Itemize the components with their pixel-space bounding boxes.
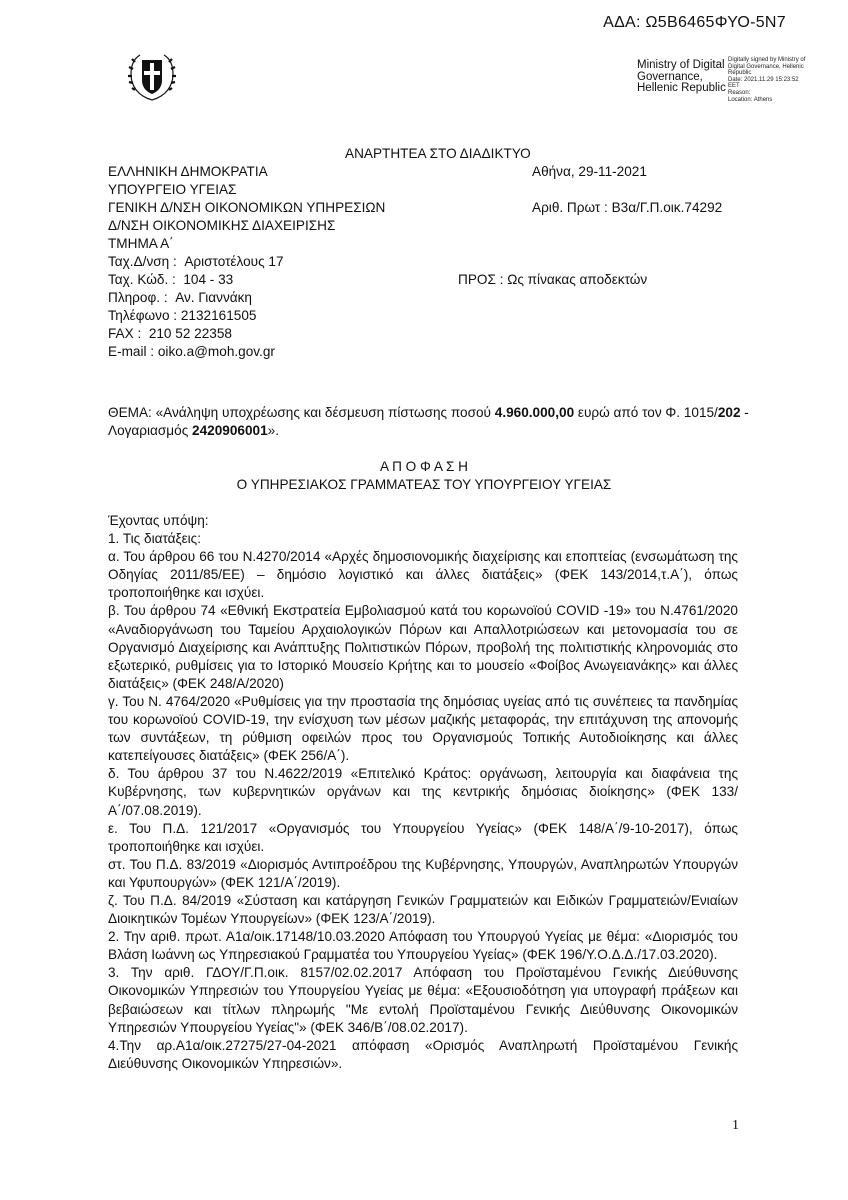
posting-note: ΑΝΑΡΤΗΤΕΑ ΣΤΟ ΔΙΑΔΙΚΤΥΟ — [345, 146, 531, 161]
paragraph: β. Του άρθρου 74 «Εθνική Εκστρατεία Εμβολιασμού κατά του κορωνοϊού COVID -19» του Ν.4761/2020 «Αναδιοργάνωση του Ταμείου Αρχαιολογικών Πόρων και Απαλλοτριώσεων και μετονομασία του σε Οργανισμό Διαχείρισης και Ανάπτυξης Πολιτιστικών Πόρων, προβολή της πολιτιστικής κληρονομιάς στο εξωτερικό, ρυθμίσεις για το Ιστορικό Μουσείο Κρήτης και το μουσείο «Φοίβος Ανωγειανάκης» και άλλες διατάξεις» (ΦΕΚ 248/Α/2020) — [108, 603, 738, 691]
header-line: ΤΜΗΜΑ Α΄ — [108, 236, 174, 251]
contact-row: Τηλέφωνο : 2132161505 — [108, 308, 257, 323]
paragraph: 4.Την αρ.Α1α/οικ.27275/27-04-2021 απόφαση «Ορισμός Αναπληρωτή Προϊσταμένου Γενικής Διεύθυνσης Οικονομικών Υπηρεσιών». — [108, 1037, 738, 1071]
protocol-number: Αριθ. Πρωτ : Β3α/Γ.Π.οικ.74292 — [532, 200, 723, 215]
header-line: Δ/ΝΣΗ ΟΙΚΟΝΟΜΙΚΗΣ ΔΙΑΧΕΙΡΙΣΗΣ — [108, 218, 336, 233]
signature-organization: Ministry of Digital Governance, Hellenic Republic — [637, 59, 726, 94]
contact-row: Ταχ.Δ/νση : Αριστοτέλους 17 — [108, 254, 284, 269]
paragraph: δ. Του άρθρου 37 του Ν.4622/2019 «Επιτελικό Κράτος: οργάνωση, λειτουργία και διαφάνεια της Κυβέρνησης, των κυβερνητικών οργάνων και της κεντρικής δημόσιας διοίκησης» (ΦΕΚ 133/Α΄/07.08.2019). — [108, 766, 738, 818]
paragraph: α. Του άρθρου 66 του Ν.4270/2014 «Αρχές δημοσιονομικής διαχείρισης και εποπτείας (ενσωμάτωση της Οδηγίας 2011/85/ΕΕ) – δημόσιο λογιστικό και άλλες διατάξεις» (ΦΕΚ 143/2014,τ.Α΄), όπως τροποποιήθηκε και ισχύει. — [108, 549, 738, 601]
recipient: ΠΡΟΣ : Ως πίνακας αποδεκτών — [458, 272, 648, 287]
header-line: ΓΕΝΙΚΗ Δ/ΝΣΗ ΟΙΚΟΝΟΜΙΚΩΝ ΥΠΗΡΕΣΙΩΝ — [108, 200, 386, 215]
contact-row: Ταχ. Κώδ. : 104 - 33 — [108, 272, 234, 287]
paragraph: γ. Του Ν. 4764/2020 «Ρυθμίσεις για την προστασία της δημόσιας υγείας από τις συνέπειες τα πανδημίας του κορωνοϊού COVID-19, την ενίσχυση των μέσων μαζικής μεταφοράς, την επιτάχυνση της απονομής των συντάξεων, τη ρύθμιση οφειλών προς του Οργανισμούς Τοπικής Αυτοδιοίκησης και άλλες κατεπείγουσες διατάξεις» (ΦΕΚ 256/Α΄). — [108, 693, 738, 764]
decision-body — [108, 512, 738, 1073]
contact-row: Πληροφ. : Αν. Γιαννάκη — [108, 290, 252, 305]
page-number: 1 — [732, 1118, 739, 1133]
hellenic-republic-emblem-icon — [126, 50, 178, 102]
paragraph: 1. Τις διατάξεις: — [108, 531, 201, 547]
paragraph: ε. Του Π.Δ. 121/2017 «Οργανισμός του Υπουργείου Υγείας» (ΦΕΚ 148/Α΄/9-10-2017), όπως τροποποιήθηκε και ισχύει. — [108, 820, 738, 854]
paragraph: 3. Την αριθ. ΓΔΟΥ/Γ.Π.οικ. 8157/02.02.2017 Απόφαση του Προϊσταμένου Γενικής Διεύθυνσης Οικονομικών Υπηρεσιών του Υπουργείου Υγείας με θέμα: «Εξουσιοδότηση για υπογραφή πράξεων και βεβαιώσεων και τίτλων πληρωμής "Με εντολή Προϊσταμένου Γενικής Διεύθυνσης Οικονομικών Υπηρεσιών Υπουργείου Υγείας"» (ΦΕΚ 346/Β΄/08.02.2017). — [108, 965, 738, 1035]
decision-title: Α Π Ο Φ Α Σ Η — [380, 459, 468, 474]
considering-label: Έχοντας υπόψη: — [108, 513, 209, 528]
document-date: Αθήνα, 29-11-2021 — [532, 164, 647, 179]
paragraph: 2. Την αριθ. πρωτ. Α1α/οικ.17148/10.03.2020 Απόφαση του Υπουργού Υγείας με θέμα: «Διορισμός του Βλάση Ιωάννη ως Υπηρεσιακού Γραμματέα του Υπουργείου Υγείας» (ΦΕΚ 196/Υ.Ο.Δ.Δ./17.03.2020). — [108, 929, 738, 963]
header-line: ΕΛΛΗΝΙΚΗ ΔΗΜΟΚΡΑΤΙΑ — [108, 164, 268, 179]
ada-code: ΑΔΑ: Ω5Β6465ΦΥΟ-5Ν7 — [603, 14, 786, 31]
contact-row: FAX : 210 52 22358 — [108, 326, 232, 341]
subject-line-1: ΘΕΜΑ: «Ανάληψη υποχρέωσης και δέσμευση πίστωσης ποσού 4.960.000,00 ευρώ από τον Φ. 1015/202 - — [108, 405, 749, 420]
contact-row: E-mail : oiko.a@moh.gov.gr — [108, 344, 275, 359]
decision-subtitle: Ο ΥΠΗΡΕΣΙΑΚΟΣ ΓΡΑΜΜΑΤΕΑΣ ΤΟΥ ΥΠΟΥΡΓΕΙΟΥ ΥΓΕΙΑΣ — [236, 477, 612, 492]
paragraph: ζ. Του Π.Δ. 84/2019 «Σύσταση και κατάργηση Γενικών Γραμματειών και Ειδικών Γραμματειών/Ενιαίων Διοικητικών Τομέων Υπουργείων» (ΦΕΚ 123/Α΄/2019). — [108, 892, 738, 927]
signature-details: Digitally signed by Ministry of Digital Governance, Hellenic Republic Date: 2021.11.29 15:23:52 EET Reason: Location: Athens — [728, 57, 806, 103]
paragraph: στ. Του Π.Δ. 83/2019 «Διορισμός Αντιπροέδρου της Κυβέρνησης, Υπουργών, Αναπληρωτών Υπουργών και Υφυπουργών» (ΦΕΚ 121/Α΄/2019). — [108, 856, 738, 890]
subject-line-2: Λογαριασμός 2420906001». — [108, 423, 279, 438]
header-line: ΥΠΟΥΡΓΕΙΟ ΥΓΕΙΑΣ — [108, 182, 237, 197]
